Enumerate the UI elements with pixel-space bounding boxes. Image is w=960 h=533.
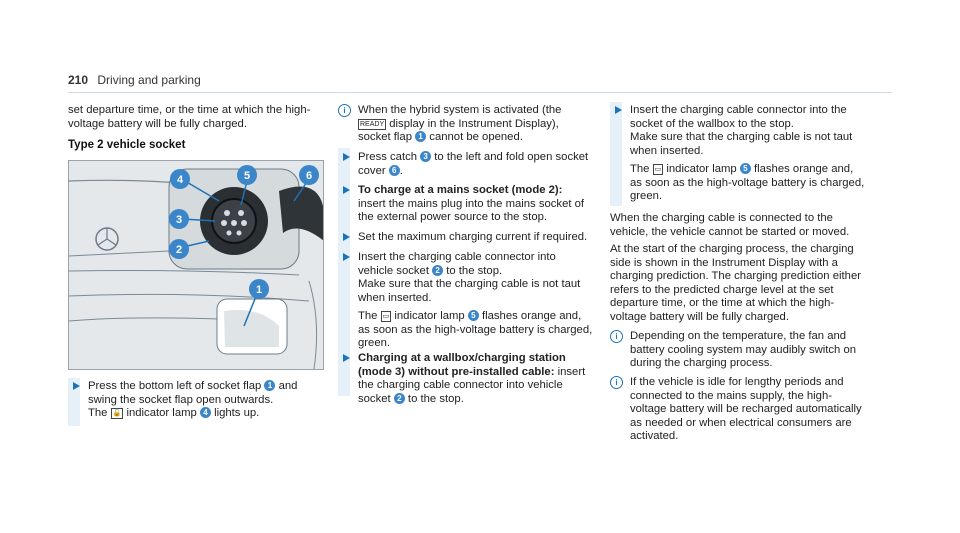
step-arrow-icon — [343, 153, 350, 161]
callout-4 — [170, 169, 190, 189]
paragraph-connected: When the charging cable is connected to the vehicle, the vehicle cannot be started or moved. — [610, 212, 850, 238]
battery-icon: ▭ — [382, 313, 390, 320]
section-title: Type 2 vehicle socket — [68, 139, 186, 151]
step-arrow-icon — [615, 106, 622, 114]
step-mode-3: Charging at a wallbox/charging station (mode 3) without pre-installed cable: insert the charging cable connector into vehicle socket 2 to the stop. — [338, 352, 593, 406]
ref-number: 2 — [394, 393, 405, 404]
paragraph-prediction: At the start of the charging process, the charging side is shown in the Instrument Display with a charging prediction. The charging prediction either refers to the predicted charge level at the set departure time, or the time at which the high-voltage battery will be fully charged. — [610, 243, 861, 323]
vehicle-socket-illustration — [69, 161, 324, 370]
ref-number: 6 — [389, 165, 400, 176]
ready-icon: READY — [360, 120, 385, 128]
step-arrow-icon — [343, 233, 350, 241]
lock-icon: 🔓 — [112, 410, 122, 417]
info-icon: i — [610, 330, 623, 343]
page-number: 210 — [68, 73, 89, 87]
step-arrow-icon — [343, 186, 350, 194]
svg-text:4: 4 — [176, 174, 184, 186]
svg-text:1: 1 — [255, 284, 263, 296]
step-current: Set the maximum charging current if required. — [338, 231, 593, 245]
callout-2 — [169, 239, 189, 259]
step-open-flap: Press the bottom left of socket flap 1 and swing the socket flap open outwards. The 🔓 indicator lamp 4 lights up. — [68, 380, 323, 421]
ref-number: 5 — [468, 310, 479, 321]
page-header — [68, 74, 201, 88]
step-insert-wallbox: Insert the charging cable connector into the socket of the wallbox to the stop. Make sure that the charging cable is not taut when inserted. The ▭ indicator lamp 5 flashes orange and, as soon as the high-voltage battery is charged, green. — [610, 104, 865, 204]
ref-number: 5 — [740, 163, 751, 174]
info-note-temperature: i Depending on the temperature, the fan and battery cooling system may audibly switch on during the charging process. — [610, 330, 868, 371]
battery-icon: ▭ — [654, 166, 662, 173]
step-arrow-icon — [343, 354, 350, 362]
callout-1 — [249, 279, 269, 299]
info-icon: i — [338, 104, 351, 117]
callout-3 — [169, 209, 189, 229]
step-insert-vehicle: Insert the charging cable connector into vehicle socket 2 to the stop. Make sure that the charging cable is not taut when inserted. The ▭ indicator lamp 5 flashes orange and, as soon as the high-voltage battery is charged, green. — [338, 251, 593, 351]
svg-text:5: 5 — [243, 170, 251, 182]
step-mode-2: To charge at a mains socket (mode 2): insert the mains plug into the mains socket of the external power source to the stop. — [338, 184, 593, 225]
step-arrow-icon — [343, 253, 350, 261]
svg-text:2: 2 — [175, 244, 183, 256]
svg-text:6: 6 — [305, 170, 313, 182]
ref-number: 1 — [264, 380, 275, 391]
callout-5 — [237, 165, 257, 185]
info-note-hybrid: i When the hybrid system is activated (the READY display in the Instrument Display), socket flap 1 cannot be opened. — [338, 104, 590, 145]
ref-number: 2 — [432, 265, 443, 276]
intro-text: set departure time, or the time at which the high-voltage battery will be fully charged. — [68, 104, 311, 130]
chapter-title: Driving and parking — [97, 73, 201, 87]
step-arrow-icon — [73, 382, 80, 390]
ref-number: 4 — [200, 407, 211, 418]
header-rule — [68, 92, 892, 93]
step-press-catch: Press catch 3 to the left and fold open socket cover 6 . — [338, 151, 593, 178]
ref-number: 3 — [420, 151, 431, 162]
info-note-idle: i If the vehicle is idle for lengthy periods and connected to the mains supply, the high-voltage battery will be recharged automatically as needed or when electrical consumers are activated. — [610, 376, 868, 444]
callout-6 — [299, 165, 319, 185]
svg-text:3: 3 — [175, 214, 183, 226]
ref-number: 1 — [415, 131, 426, 142]
vehicle-socket-figure — [68, 160, 324, 370]
info-icon: i — [610, 376, 623, 389]
